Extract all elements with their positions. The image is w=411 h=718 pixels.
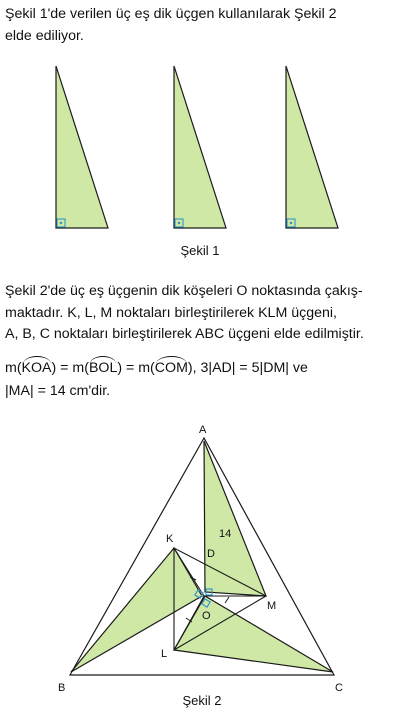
- figure-1-triangle-2: [174, 66, 226, 228]
- label-b: B: [58, 682, 66, 694]
- intro-line-1: Şekil 1'de verilen üç eş dik üçgen kullanılarak Şekil 2: [5, 6, 337, 22]
- label-o: O: [202, 610, 211, 622]
- condition-rest: ), 3|AD| = 5|DM| ve: [187, 360, 308, 376]
- tick-mark-2: [225, 597, 229, 603]
- figure-1-triangle-3: [286, 66, 338, 228]
- description-line-1: Şekil 2'de üç eş üçgenin dik köşeleri O noktasında çakış-: [5, 283, 363, 299]
- condition-line-1: [5, 358, 407, 378]
- figure-2: [0, 415, 411, 705]
- label-a: A: [199, 424, 207, 436]
- figure-1-caption: Şekil 1: [180, 243, 220, 258]
- triangle-bol: [71, 548, 202, 672]
- figure-2-caption: Şekil 2: [182, 693, 222, 708]
- triangle-koa: [204, 441, 266, 596]
- angle-com: COM: [154, 360, 188, 376]
- label-m: M: [267, 600, 277, 612]
- label-k: K: [166, 533, 174, 545]
- condition-eq2: ) = m(: [117, 360, 155, 376]
- intro-line-2: elde ediliyor.: [5, 28, 84, 44]
- description-line-3: A, B, C noktaları birleştirilerek ABC üçgeni elde edilmiştir.: [5, 326, 364, 342]
- angle-koa: KOA: [21, 360, 52, 376]
- condition-eq1: ) = m(: [51, 360, 89, 376]
- figure-1: [0, 60, 411, 300]
- label-l: L: [161, 648, 168, 660]
- condition-line-2: |MA| = 14 cm'dir.: [5, 383, 111, 399]
- angle-bol: BOL: [88, 360, 118, 376]
- label-d: D: [207, 548, 215, 560]
- label-c: C: [335, 682, 343, 694]
- figure-1-triangle-1: [56, 66, 108, 228]
- description-line-2: maktadır. K, L, M noktaları birleştirilerek KLM üçgeni,: [5, 305, 337, 321]
- label-length-14: 14: [219, 528, 232, 540]
- condition-m1: m(: [5, 360, 22, 376]
